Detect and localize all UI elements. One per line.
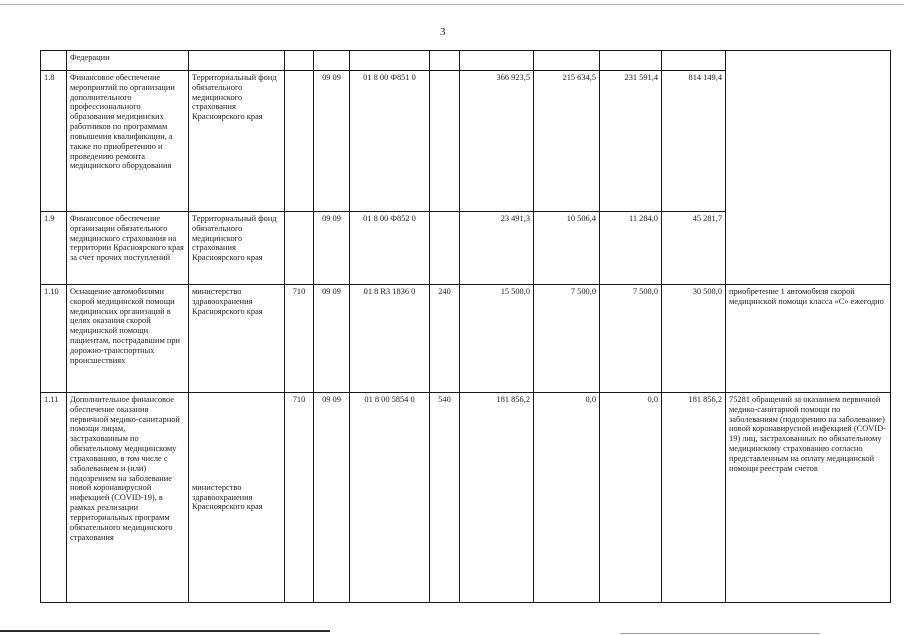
cell-name: Финансовое обеспечение мероприятий по организации дополнительного профессионального образования медицинских работников по программам повышения квалификации, а также по приобретению и проведению ремонта медицинского оборудования [67, 71, 189, 212]
cell-year1 [460, 51, 534, 71]
cell-grbs [285, 71, 314, 212]
cell-total: 814 149,4 [662, 71, 726, 212]
cell-rzpr: 09 09 [314, 285, 350, 393]
cell-csr: 01 8 00 Ф851 0 [350, 71, 430, 212]
cell-name: Финансовое обеспечение организации обязательного медицинского страхования на территории Красноярского края за счет прочих поступлений [67, 212, 189, 285]
cell-year1: 366 923,5 [460, 71, 534, 212]
top-scan-line [0, 4, 904, 5]
cell-year1: 15 500,0 [460, 285, 534, 393]
cell-executor [189, 51, 285, 71]
cell-csr: 01 8 00 5854 0 [350, 393, 430, 603]
cell-csr: 01 8 R3 1836 0 [350, 285, 430, 393]
cell-rzpr: 09 09 [314, 212, 350, 285]
cell-grbs [285, 212, 314, 285]
cell-no: 1.10 [41, 285, 67, 393]
cell-year3: 11 284,0 [600, 212, 662, 285]
cell-total: 45 281,7 [662, 212, 726, 285]
cell-grbs: 710 [285, 285, 314, 393]
table-row [41, 393, 891, 603]
cell-total [662, 51, 726, 71]
cell-year3: 231 591,4 [600, 71, 662, 212]
cell-year1: 181 856,2 [460, 393, 534, 603]
bottom-scan-line [0, 630, 330, 632]
cell-result [726, 51, 891, 285]
table-row [41, 51, 891, 71]
table-row [41, 285, 891, 393]
program-measures-table [40, 50, 891, 603]
cell-vr: 240 [430, 285, 460, 393]
cell-vr [430, 71, 460, 212]
cell-vr: 540 [430, 393, 460, 603]
cell-result: 75281 обращений за оказанием первичной медико-санитарной помощи по заболеваниям (подозрению на заболевание) новой коронавирусной инфекцией (COVID-19) лиц, застрахованных по обязательному медицинскому страхованию согласно представленным на оплату медицинской помощи реестрам счетов [726, 393, 891, 603]
cell-executor: министерство здравоохранения Красноярского края [189, 285, 285, 393]
cell-no: 1.11 [41, 393, 67, 603]
cell-grbs [285, 51, 314, 71]
cell-year2: 10 506,4 [534, 212, 600, 285]
cell-year3 [600, 51, 662, 71]
cell-year2: 215 634,5 [534, 71, 600, 212]
cell-name: Оснащение автомобилями скорой медицинской помощи медицинских организаций в целях оказания скорой медицинской помощи пациентам, пострадавшим при дорожно-транспортных происшествиях [67, 285, 189, 393]
cell-executor: Территориальный фонд обязательного медицинского страхования Красноярского края [189, 71, 285, 212]
cell-csr: 01 8 00 Ф852 0 [350, 212, 430, 285]
cell-total: 181 856,2 [662, 393, 726, 603]
cell-year2: 7 500,0 [534, 285, 600, 393]
cell-year3: 0,0 [600, 393, 662, 603]
cell-rzpr: 09 09 [314, 71, 350, 212]
cell-vr [430, 212, 460, 285]
cell-name: Федерации [67, 51, 189, 71]
cell-year1: 23 491,3 [460, 212, 534, 285]
cell-vr [430, 51, 460, 71]
cell-result: приобретение 1 автомобиля скорой медицинской помощи класса «С» ежегодно [726, 285, 891, 393]
cell-year2 [534, 51, 600, 71]
cell-csr [350, 51, 430, 71]
bottom-scan-line-faint [620, 633, 820, 634]
cell-no: 1.9 [41, 212, 67, 285]
cell-no [41, 51, 67, 71]
cell-rzpr [314, 51, 350, 71]
cell-total: 30 500,0 [662, 285, 726, 393]
cell-no: 1.8 [41, 71, 67, 212]
cell-grbs: 710 [285, 393, 314, 603]
cell-executor: Территориальный фонд обязательного медицинского страхования Красноярского края [189, 212, 285, 285]
cell-name: Дополнительное финансовое обеспечение оказания первичной медико-санитарной помощи лицам, застрахованным по обязательному медицинскому страхованию, в том числе с заболеванием и (или) подозрением на заболевание новой коронавирусной инфекцией (COVID-19), в рамках реализации территориальных программ обязательного медицинского страхования [67, 393, 189, 603]
cell-executor: министерство здравоохранения Красноярского края [189, 393, 285, 603]
cell-year2: 0,0 [534, 393, 600, 603]
cell-year3: 7 500,0 [600, 285, 662, 393]
page-number: 3 [440, 26, 446, 38]
cell-rzpr: 09 09 [314, 393, 350, 603]
